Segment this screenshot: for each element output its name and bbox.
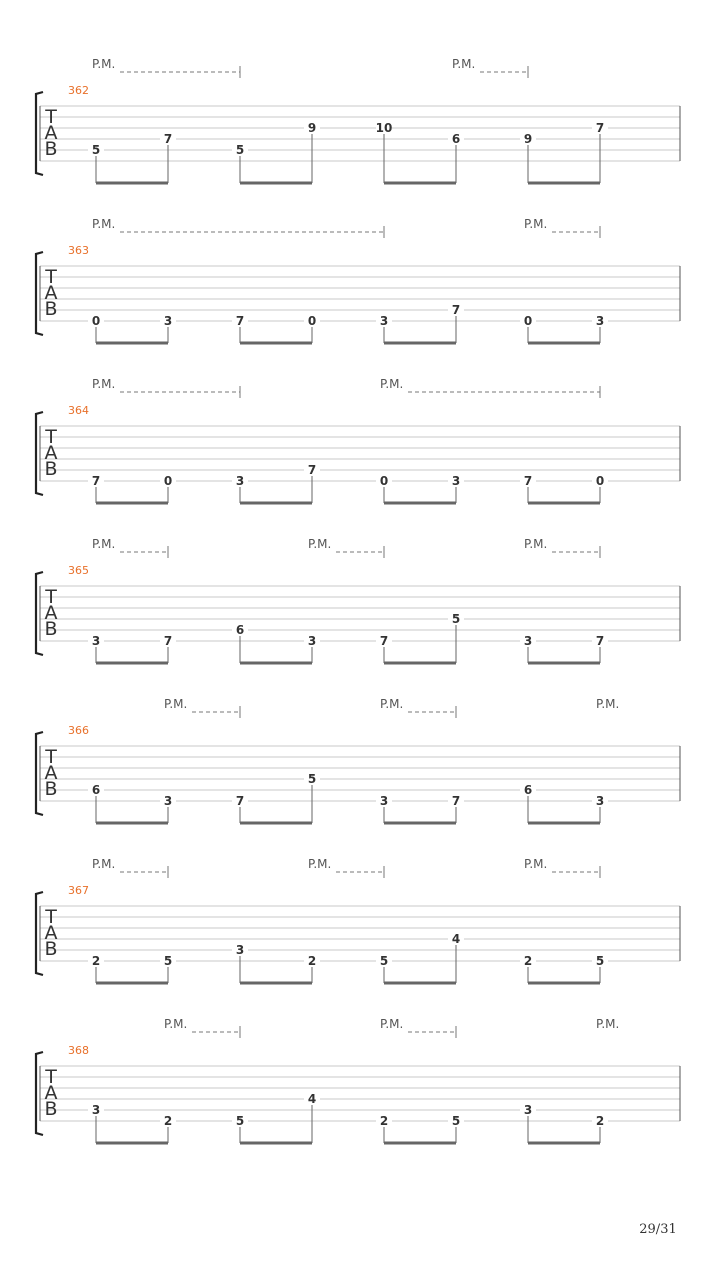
fret-number: 7 (235, 314, 245, 328)
fret-number: 3 (163, 314, 173, 328)
fret-number: 0 (307, 314, 317, 328)
tab-clef-letter: B (44, 1098, 58, 1120)
tab-system-svg (0, 376, 720, 536)
tab-clef-letter: B (44, 778, 58, 800)
tab-clef-letter: B (44, 298, 58, 320)
fret-number: 5 (379, 954, 389, 968)
fret-number: 3 (379, 314, 389, 328)
tab-system-svg (0, 1016, 720, 1176)
fret-number: 9 (307, 121, 317, 135)
fret-number: 5 (307, 772, 317, 786)
measure-number: 365 (68, 564, 89, 577)
fret-number: 2 (163, 1114, 173, 1128)
tab-clef-letter: T (45, 106, 57, 128)
fret-number: 3 (451, 474, 461, 488)
tab-system (0, 856, 720, 1016)
palm-mute-label: P.M. (308, 857, 332, 871)
fret-number: 7 (595, 634, 605, 648)
tab-system-svg (0, 216, 720, 376)
fret-number: 6 (235, 623, 245, 637)
measure-number: 364 (68, 404, 89, 417)
tab-clef-letter: B (44, 138, 58, 160)
palm-mute-label: P.M. (596, 697, 620, 711)
measure-number: 363 (68, 244, 89, 257)
fret-number: 0 (379, 474, 389, 488)
palm-mute-label: P.M. (92, 537, 116, 551)
tab-system (0, 56, 720, 216)
fret-number: 5 (235, 1114, 245, 1128)
palm-mute-label: P.M. (596, 1017, 620, 1031)
fret-number: 0 (91, 314, 101, 328)
fret-number: 5 (91, 143, 101, 157)
fret-number: 5 (163, 954, 173, 968)
palm-mute-label: P.M. (380, 697, 404, 711)
fret-number: 7 (163, 132, 173, 146)
fret-number: 4 (307, 1092, 317, 1106)
fret-number: 7 (595, 121, 605, 135)
tab-clef-letter: A (44, 1082, 58, 1104)
fret-number: 3 (523, 634, 533, 648)
palm-mute-label: P.M. (380, 1017, 404, 1031)
fret-number: 7 (235, 794, 245, 808)
fret-number: 7 (451, 303, 461, 317)
fret-number: 5 (595, 954, 605, 968)
fret-number: 7 (523, 474, 533, 488)
tab-system-svg (0, 696, 720, 856)
palm-mute-label: P.M. (164, 1017, 188, 1031)
tab-clef-letter: B (44, 938, 58, 960)
fret-number: 5 (451, 612, 461, 626)
measure-number: 368 (68, 1044, 89, 1057)
fret-number: 7 (163, 634, 173, 648)
measure-number: 367 (68, 884, 89, 897)
palm-mute-label: P.M. (452, 57, 476, 71)
tab-system (0, 376, 720, 536)
tab-system-svg (0, 536, 720, 696)
tab-clef-letter: B (44, 618, 58, 640)
palm-mute-label: P.M. (92, 217, 116, 231)
fret-number: 6 (451, 132, 461, 146)
fret-number: 4 (451, 932, 461, 946)
tab-clef-letter: A (44, 922, 58, 944)
tab-system (0, 216, 720, 376)
tab-clef-letter: T (45, 1066, 57, 1088)
fret-number: 6 (91, 783, 101, 797)
fret-number: 7 (379, 634, 389, 648)
fret-number: 2 (523, 954, 533, 968)
fret-number: 0 (163, 474, 173, 488)
fret-number: 3 (595, 794, 605, 808)
fret-number: 10 (375, 121, 393, 135)
fret-number: 3 (379, 794, 389, 808)
fret-number: 3 (235, 943, 245, 957)
tab-clef-letter: A (44, 442, 58, 464)
fret-number: 7 (91, 474, 101, 488)
fret-number: 3 (91, 634, 101, 648)
tab-clef-letter: T (45, 906, 57, 928)
fret-number: 3 (91, 1103, 101, 1117)
fret-number: 2 (307, 954, 317, 968)
measure-number: 362 (68, 84, 89, 97)
tab-clef-letter: T (45, 426, 57, 448)
fret-number: 0 (595, 474, 605, 488)
fret-number: 6 (523, 783, 533, 797)
palm-mute-label: P.M. (92, 57, 116, 71)
tab-system (0, 696, 720, 856)
palm-mute-label: P.M. (92, 857, 116, 871)
palm-mute-label: P.M. (524, 217, 548, 231)
fret-number: 3 (523, 1103, 533, 1117)
palm-mute-label: P.M. (308, 537, 332, 551)
fret-number: 2 (379, 1114, 389, 1128)
fret-number: 3 (595, 314, 605, 328)
palm-mute-label: P.M. (380, 377, 404, 391)
page-number: 29/31 (639, 1222, 677, 1237)
fret-number: 0 (523, 314, 533, 328)
palm-mute-label: P.M. (164, 697, 188, 711)
tab-clef-letter: A (44, 122, 58, 144)
fret-number: 5 (235, 143, 245, 157)
tab-system (0, 1016, 720, 1176)
tab-clef-letter: T (45, 266, 57, 288)
palm-mute-label: P.M. (524, 857, 548, 871)
tab-clef-letter: B (44, 458, 58, 480)
tab-clef-letter: T (45, 746, 57, 768)
tab-clef-letter: A (44, 602, 58, 624)
fret-number: 3 (235, 474, 245, 488)
palm-mute-label: P.M. (92, 377, 116, 391)
palm-mute-label: P.M. (524, 537, 548, 551)
tab-clef-letter: A (44, 282, 58, 304)
fret-number: 3 (163, 794, 173, 808)
fret-number: 5 (451, 1114, 461, 1128)
fret-number: 3 (307, 634, 317, 648)
tab-system-svg (0, 56, 720, 216)
tab-system-svg (0, 856, 720, 1016)
measure-number: 366 (68, 724, 89, 737)
fret-number: 9 (523, 132, 533, 146)
fret-number: 2 (595, 1114, 605, 1128)
fret-number: 7 (451, 794, 461, 808)
tab-system (0, 536, 720, 696)
tab-clef-letter: T (45, 586, 57, 608)
fret-number: 7 (307, 463, 317, 477)
fret-number: 2 (91, 954, 101, 968)
tab-clef-letter: A (44, 762, 58, 784)
